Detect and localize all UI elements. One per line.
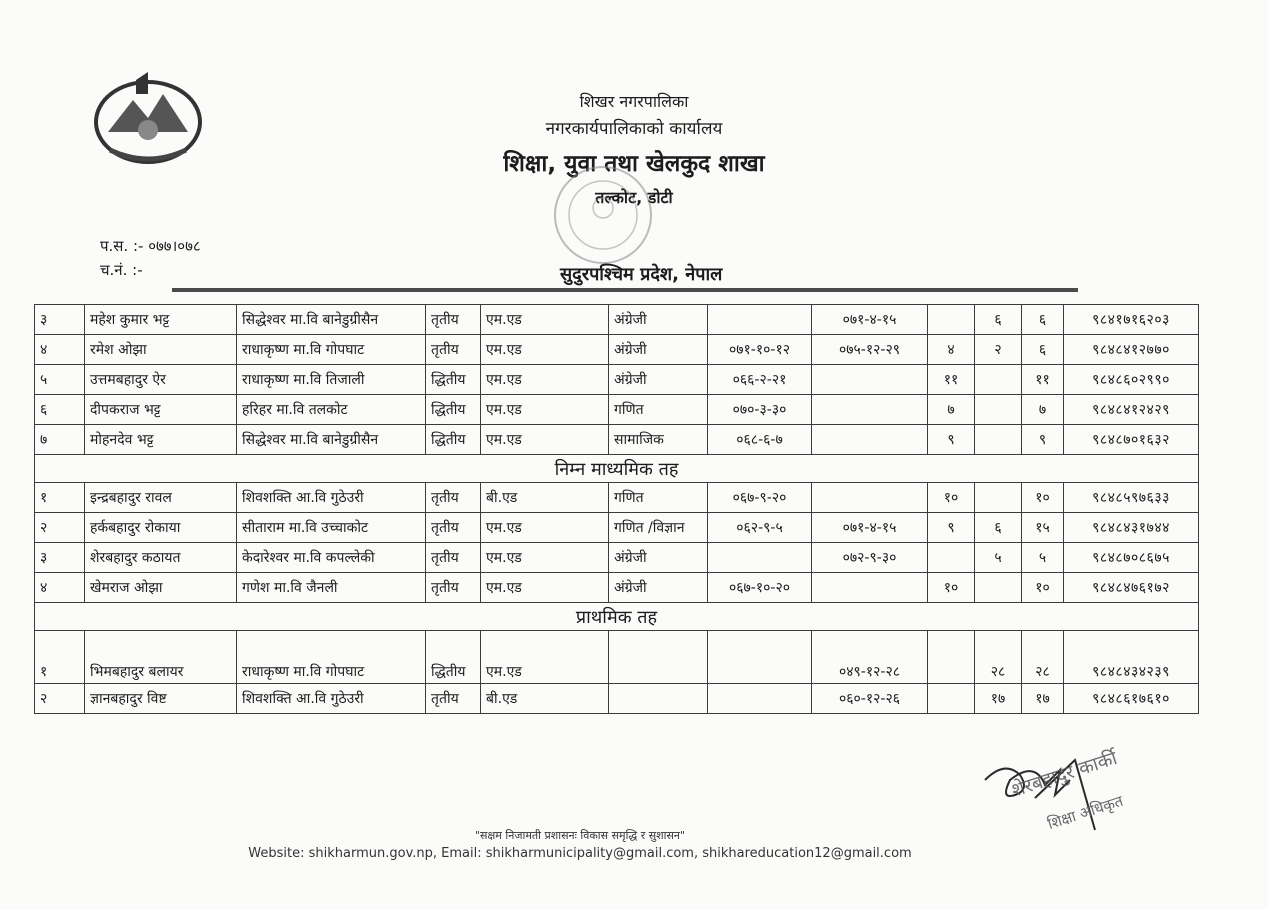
table-row	[35, 543, 1199, 573]
table-row	[35, 425, 1199, 455]
section-header-row	[35, 603, 1199, 631]
table-row	[35, 483, 1199, 513]
permanent-date	[812, 425, 928, 455]
appointment-date: ०६६-२-२१	[708, 365, 812, 395]
serial-number: ६	[35, 395, 85, 425]
school-name: राधाकृष्ण मा.वि तिजाली	[237, 365, 426, 395]
permanent-date	[812, 395, 928, 425]
count-a	[928, 631, 975, 684]
serial-number: ५	[35, 365, 85, 395]
count-a: ९	[928, 513, 975, 543]
permanent-date: ०४९-१२-२८	[812, 631, 928, 684]
appointment-date	[708, 543, 812, 573]
province-name: सुदुरपश्चिम प्रदेश, नेपाल	[560, 264, 723, 285]
appointment-date	[708, 684, 812, 714]
teacher-name: खेमराज ओझा	[85, 573, 237, 603]
subject: अंग्रेजी	[609, 573, 708, 603]
count-b: ६	[975, 513, 1022, 543]
count-b	[975, 573, 1022, 603]
phone-number: ९८४८४७६१७२	[1064, 573, 1199, 603]
count-total: ६	[1022, 335, 1064, 365]
section-name: शिक्षा, युवा तथा खेलकुद शाखा	[503, 151, 765, 177]
count-total: १०	[1022, 573, 1064, 603]
count-b	[975, 483, 1022, 513]
teacher-name: हर्कबहादुर रोकाया	[85, 513, 237, 543]
class-level: तृतीय	[426, 305, 481, 335]
section-title: निम्न माध्यमिक तह	[35, 455, 1199, 483]
permanent-date	[812, 573, 928, 603]
subject: गणित /विज्ञान	[609, 513, 708, 543]
qualification: एम.एड	[481, 513, 609, 543]
subject	[609, 684, 708, 714]
appointment-date: ०६७-१०-२०	[708, 573, 812, 603]
count-a: ४	[928, 335, 975, 365]
serial-number: २	[35, 513, 85, 543]
count-a	[928, 305, 975, 335]
qualification: बी.एड	[481, 684, 609, 714]
count-a: ७	[928, 395, 975, 425]
subject: गणित	[609, 395, 708, 425]
count-a: ९	[928, 425, 975, 455]
phone-number: ९८४८४१२४२९	[1064, 395, 1199, 425]
table-row	[35, 395, 1199, 425]
count-b: ६	[975, 305, 1022, 335]
school-name: राधाकृष्ण मा.वि गोपघाट	[237, 335, 426, 365]
appointment-date: ०६७-९-२०	[708, 483, 812, 513]
school-name: हरिहर मा.वि तलकोट	[237, 395, 426, 425]
permanent-date	[812, 365, 928, 395]
appointment-date: ०७०-३-३०	[708, 395, 812, 425]
count-a	[928, 684, 975, 714]
serial-number: ४	[35, 335, 85, 365]
teacher-name: ज्ञानबहादुर विष्ट	[85, 684, 237, 714]
permanent-date: ०७१-४-१५	[812, 305, 928, 335]
teacher-name: इन्द्रबहादुर रावल	[85, 483, 237, 513]
header-divider	[172, 288, 1078, 292]
count-total: १०	[1022, 483, 1064, 513]
table-row	[35, 335, 1199, 365]
serial-number: १	[35, 631, 85, 684]
class-level: द्धितीय	[426, 425, 481, 455]
table-row	[35, 365, 1199, 395]
count-total: ९	[1022, 425, 1064, 455]
serial-number: ४	[35, 573, 85, 603]
school-name: केदारेश्वर मा.वि कपल्लेकी	[237, 543, 426, 573]
teacher-name: दीपकराज भट्ट	[85, 395, 237, 425]
appointment-date: ०६२-९-५	[708, 513, 812, 543]
subject: अंग्रेजी	[609, 365, 708, 395]
serial-number: ३	[35, 543, 85, 573]
class-level: द्धितीय	[426, 395, 481, 425]
phone-number: ९८४८७०८६७५	[1064, 543, 1199, 573]
class-level: द्धितीय	[426, 631, 481, 684]
teacher-name: भिमबहादुर बलायर	[85, 631, 237, 684]
class-level: तृतीय	[426, 543, 481, 573]
municipality-name: शिखर नगरपालिका	[579, 92, 689, 111]
teacher-name: महेश कुमार भट्ट	[85, 305, 237, 335]
count-a: १०	[928, 573, 975, 603]
subject: अंग्रेजी	[609, 305, 708, 335]
office-stamp-icon	[548, 160, 658, 270]
qualification: एम.एड	[481, 395, 609, 425]
phone-number: ९८४८६१७६१०	[1064, 684, 1199, 714]
qualification: बी.एड	[481, 483, 609, 513]
school-name: राधाकृष्ण मा.वि गोपघाट	[237, 631, 426, 684]
class-level: तृतीय	[426, 573, 481, 603]
phone-number: ९८४८४३१७४४	[1064, 513, 1199, 543]
qualification: एम.एड	[481, 365, 609, 395]
qualification: एम.एड	[481, 305, 609, 335]
count-a: १०	[928, 483, 975, 513]
subject: अंग्रेजी	[609, 335, 708, 365]
teacher-list-table	[34, 304, 1199, 714]
qualification: एम.एड	[481, 631, 609, 684]
appointment-date: ०६८-६-७	[708, 425, 812, 455]
permanent-date: ०७५-१२-२९	[812, 335, 928, 365]
dispatch-number: च.नं. :-	[100, 261, 143, 279]
count-b: ५	[975, 543, 1022, 573]
subject: अंग्रेजी	[609, 543, 708, 573]
fiscal-year: प.स. :- ०७७।०७८	[100, 237, 201, 255]
serial-number: ७	[35, 425, 85, 455]
class-level: द्धितीय	[426, 365, 481, 395]
section-title: प्राथमिक तह	[35, 603, 1199, 631]
count-b	[975, 395, 1022, 425]
subject	[609, 631, 708, 684]
subject: सामाजिक	[609, 425, 708, 455]
school-name: शिवशक्ति आ.वि गुठेउरी	[237, 684, 426, 714]
phone-number: ९८४८७०१६३२	[1064, 425, 1199, 455]
phone-number: ९८४१७१६२०३	[1064, 305, 1199, 335]
count-b: २८	[975, 631, 1022, 684]
phone-number: ९८४८६०२९९०	[1064, 365, 1199, 395]
count-a: ११	[928, 365, 975, 395]
serial-number: २	[35, 684, 85, 714]
teacher-name: उत्तमबहादुर ऐर	[85, 365, 237, 395]
count-total: १७	[1022, 684, 1064, 714]
class-level: तृतीय	[426, 483, 481, 513]
permanent-date: ०७१-४-१५	[812, 513, 928, 543]
subject: गणित	[609, 483, 708, 513]
phone-number: ९८४८४३४२३९	[1064, 631, 1199, 684]
office-name: नगरकार्यपालिकाको कार्यालय	[545, 119, 723, 139]
teacher-name: रमेश ओझा	[85, 335, 237, 365]
count-total: ६	[1022, 305, 1064, 335]
qualification: एम.एड	[481, 543, 609, 573]
count-b	[975, 425, 1022, 455]
appointment-date	[708, 305, 812, 335]
count-total: ७	[1022, 395, 1064, 425]
teacher-name: शेरबहादुर कठायत	[85, 543, 237, 573]
permanent-date: ०७२-९-३०	[812, 543, 928, 573]
serial-number: ३	[35, 305, 85, 335]
signatory-name: शेरबहादुर कार्की	[1008, 747, 1120, 802]
school-name: गणेश मा.वि जैनली	[237, 573, 426, 603]
count-total: २८	[1022, 631, 1064, 684]
count-total: ५	[1022, 543, 1064, 573]
school-name: सिद्धेश्वर मा.वि बानेडुग्रीसैन	[237, 425, 426, 455]
count-b: २	[975, 335, 1022, 365]
table-row	[35, 305, 1199, 335]
footer-motto: "सक्षम निजामती प्रशासनः विकास समृद्धि र सुशासन"	[474, 829, 686, 842]
location: तल्कोट, डोटी	[595, 188, 673, 207]
school-name: सीताराम मा.वि उच्चाकोट	[237, 513, 426, 543]
count-total: ११	[1022, 365, 1064, 395]
qualification: एम.एड	[481, 573, 609, 603]
footer-contact: Website: shikharmun.gov.np, Email: shikharmunicipality@gmail.com, shikhareducation12@gmail.com	[248, 846, 912, 861]
phone-number: ९८४८५९७६३३	[1064, 483, 1199, 513]
class-level: तृतीय	[426, 684, 481, 714]
table-row	[35, 684, 1199, 714]
permanent-date: ०६०-१२-२६	[812, 684, 928, 714]
appointment-date	[708, 631, 812, 684]
qualification: एम.एड	[481, 425, 609, 455]
table-row	[35, 513, 1199, 543]
permanent-date	[812, 483, 928, 513]
count-a	[928, 543, 975, 573]
phone-number: ९८४८४१२७७०	[1064, 335, 1199, 365]
school-name: सिद्धेश्वर मा.वि बानेडुग्रीसैन	[237, 305, 426, 335]
count-total: १५	[1022, 513, 1064, 543]
qualification: एम.एड	[481, 335, 609, 365]
signatory-title: शिक्षा अधिकृत	[1045, 791, 1126, 834]
count-b	[975, 365, 1022, 395]
teacher-name: मोहनदेव भट्ट	[85, 425, 237, 455]
count-b: १७	[975, 684, 1022, 714]
school-name: शिवशक्ति आ.वि गुठेउरी	[237, 483, 426, 513]
table-row	[35, 631, 1199, 684]
class-level: तृतीय	[426, 513, 481, 543]
serial-number: १	[35, 483, 85, 513]
table-row	[35, 573, 1199, 603]
appointment-date: ०७१-१०-१२	[708, 335, 812, 365]
section-header-row	[35, 455, 1199, 483]
class-level: तृतीय	[426, 335, 481, 365]
